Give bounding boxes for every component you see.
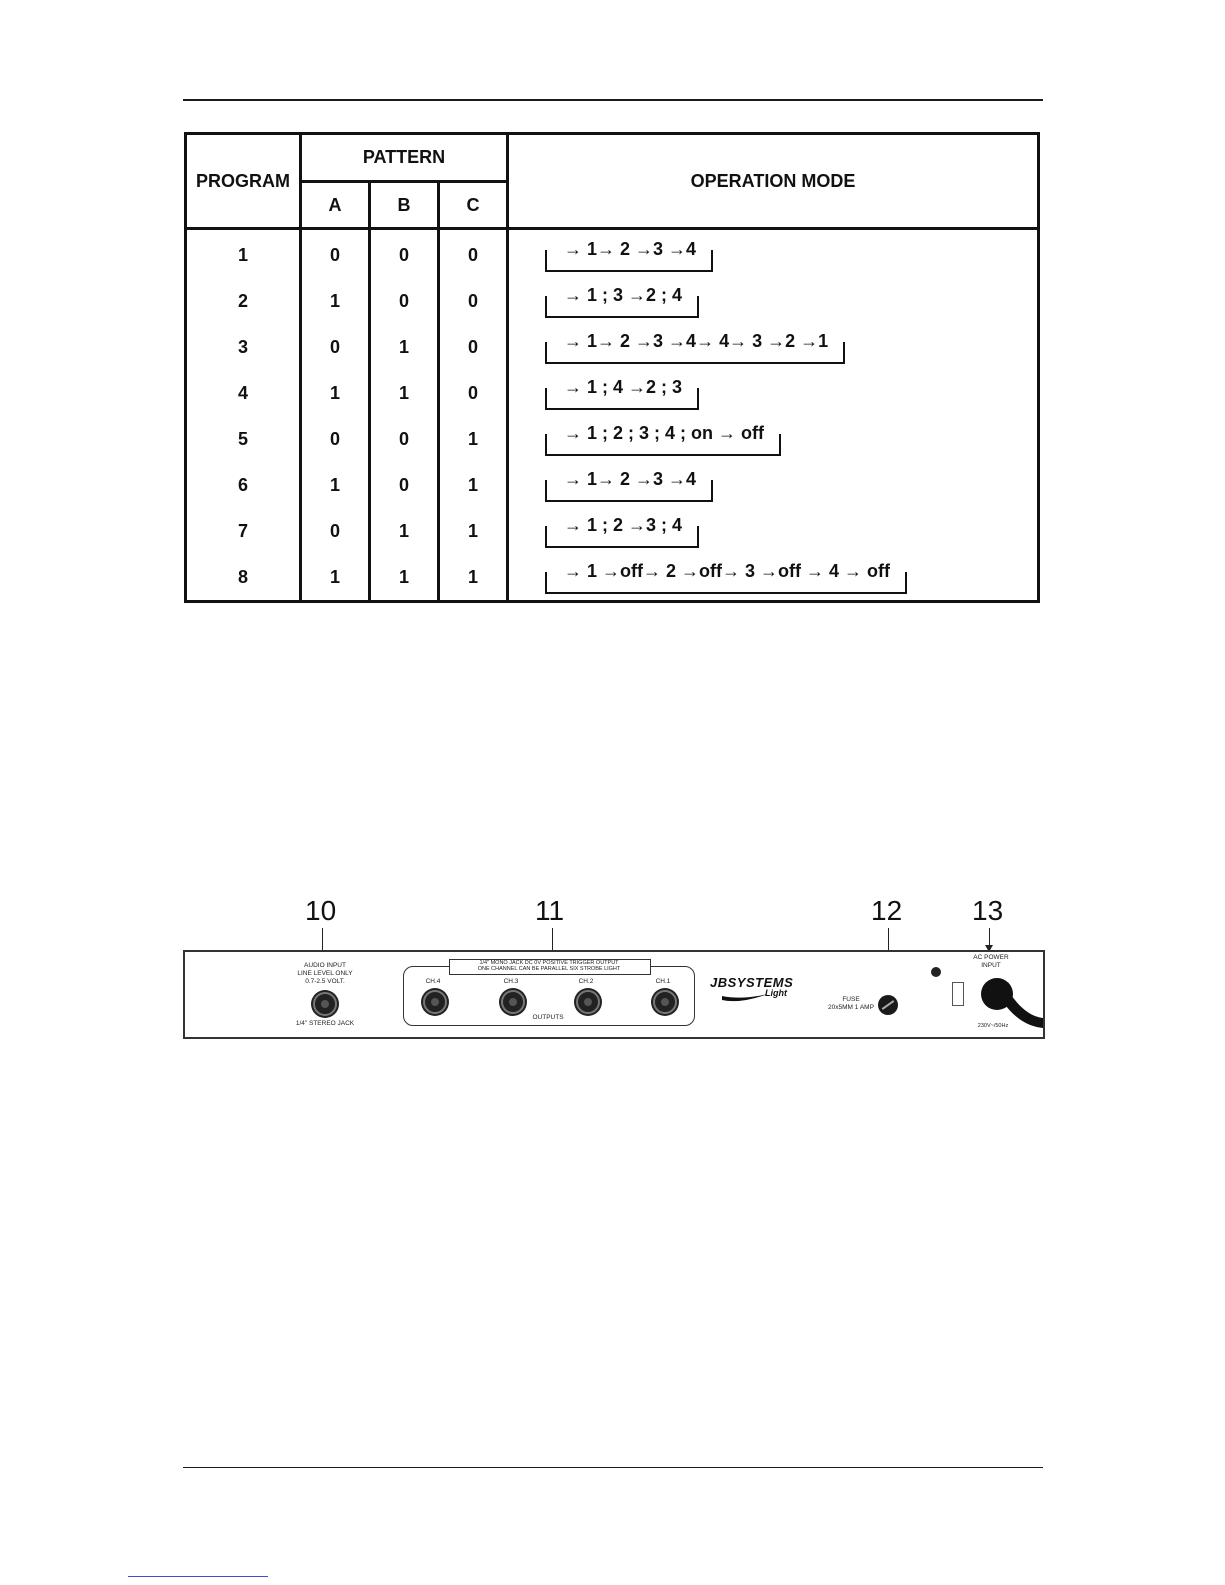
sequence-text: → 1 ; 4 →2 ; 3 bbox=[564, 377, 683, 398]
fuse-holder[interactable] bbox=[878, 995, 898, 1015]
cell-b: 1 bbox=[370, 554, 439, 602]
cell-c: 0 bbox=[439, 229, 508, 279]
sequence-loop bbox=[545, 377, 699, 410]
rear-panel bbox=[183, 950, 1045, 1039]
table-row bbox=[186, 370, 1039, 416]
header-operation-mode: OPERATION MODE bbox=[508, 134, 1039, 229]
outputs-title bbox=[449, 960, 649, 972]
table-row bbox=[186, 416, 1039, 462]
audio-input-line1: AUDIO INPUT bbox=[304, 962, 346, 969]
cell-c: 0 bbox=[439, 370, 508, 416]
fuse-slot-icon bbox=[882, 1000, 895, 1010]
header-b: B bbox=[370, 182, 439, 229]
audio-input-jack[interactable] bbox=[313, 992, 337, 1016]
header-program: PROGRAM bbox=[196, 170, 290, 191]
channel-label-ch3: CH.3 bbox=[503, 978, 519, 985]
fuse-label bbox=[823, 996, 879, 1012]
outputs-title-line2: ONE CHANNEL CAN BE PARALLEL SIX STROBE LIGHT bbox=[477, 966, 621, 972]
cell-b: 0 bbox=[370, 229, 439, 279]
sequence-text: → 1 ; 2 ; 3 ; 4 ; on → off bbox=[564, 423, 765, 444]
output-jack-ch4[interactable] bbox=[423, 990, 447, 1014]
cell-program: 6 bbox=[237, 474, 248, 495]
cell-a: 0 bbox=[301, 324, 370, 370]
sequence-loop bbox=[545, 423, 781, 456]
callout-13: 13 bbox=[972, 895, 1004, 926]
sequence-text: → 1→ 2 →3 →4 bbox=[564, 239, 697, 260]
sequence-loop bbox=[545, 239, 713, 272]
table-row bbox=[186, 278, 1039, 324]
table-row bbox=[186, 324, 1039, 370]
cell-c: 1 bbox=[439, 416, 508, 462]
cell-a: 1 bbox=[301, 370, 370, 416]
cell-operation bbox=[508, 370, 1039, 416]
sequence-text: → 1 ; 3 →2 ; 4 bbox=[564, 285, 683, 306]
power-clamp-icon bbox=[952, 982, 964, 1006]
power-rating: 230V~/50Hz bbox=[977, 1023, 1009, 1029]
callout-10: 10 bbox=[305, 895, 337, 926]
header-rule bbox=[183, 99, 1043, 101]
brand-swoosh-icon bbox=[720, 990, 770, 1004]
table-row bbox=[186, 508, 1039, 554]
power-line2: INPUT bbox=[981, 962, 1001, 969]
sequence-loop bbox=[545, 515, 699, 548]
outputs-title-line1: 1/4" MONO JACK DC 0V POSITIVE TRIGGER OUTPUT bbox=[479, 960, 619, 966]
program-table bbox=[184, 132, 1040, 603]
cell-program: 2 bbox=[237, 290, 248, 311]
audio-input-line3: 0.7-2.5 VOLT. bbox=[305, 978, 345, 985]
header-pattern: PATTERN bbox=[301, 134, 508, 182]
channel-label-ch1: CH.1 bbox=[655, 978, 671, 985]
callout-13-arrow bbox=[989, 928, 990, 950]
cell-operation bbox=[508, 278, 1039, 324]
cell-operation bbox=[508, 324, 1039, 370]
cell-operation bbox=[508, 462, 1039, 508]
sequence-text: → 1 ; 2 →3 ; 4 bbox=[564, 515, 683, 536]
cell-operation bbox=[508, 416, 1039, 462]
header-c: C bbox=[439, 182, 508, 229]
table-row bbox=[186, 462, 1039, 508]
callout-11: 11 bbox=[535, 895, 565, 926]
output-jack-ch2[interactable] bbox=[576, 990, 600, 1014]
cell-operation bbox=[508, 508, 1039, 554]
channel-label-ch4: CH.4 bbox=[425, 978, 441, 985]
cell-operation bbox=[508, 229, 1039, 279]
cell-a: 0 bbox=[301, 229, 370, 279]
table-row bbox=[186, 229, 1039, 279]
cell-program: 8 bbox=[237, 566, 248, 587]
cell-b: 1 bbox=[370, 324, 439, 370]
outputs-label: OUTPUTS bbox=[532, 1014, 564, 1021]
cell-c: 1 bbox=[439, 508, 508, 554]
cell-b: 1 bbox=[370, 370, 439, 416]
cell-c: 1 bbox=[439, 554, 508, 602]
cell-c: 1 bbox=[439, 462, 508, 508]
cell-program: 1 bbox=[237, 244, 248, 265]
indicator-dot bbox=[931, 967, 941, 977]
cell-program: 4 bbox=[237, 382, 248, 403]
cell-b: 1 bbox=[370, 508, 439, 554]
fuse-line2: 20x5MM 1 AMP bbox=[828, 1004, 874, 1011]
cell-program: 5 bbox=[237, 428, 248, 449]
sequence-loop bbox=[545, 561, 907, 594]
header-a: A bbox=[301, 182, 370, 229]
table-row bbox=[186, 554, 1039, 602]
cell-a: 1 bbox=[301, 462, 370, 508]
output-jack-ch1[interactable] bbox=[653, 990, 677, 1014]
callout-12: 12 bbox=[871, 895, 903, 926]
cell-program: 7 bbox=[237, 520, 248, 541]
sequence-text: → 1→ 2 →3 →4 bbox=[564, 469, 697, 490]
sequence-loop bbox=[545, 331, 845, 364]
sequence-text: → 1→ 2 →3 →4→ 4→ 3 →2 →1 bbox=[564, 331, 829, 352]
audio-input-label bbox=[280, 962, 370, 986]
brand-logo: JBSYSTEMS bbox=[710, 975, 794, 990]
cell-b: 0 bbox=[370, 416, 439, 462]
sequence-loop bbox=[545, 285, 699, 318]
output-jack-ch3[interactable] bbox=[501, 990, 525, 1014]
footer-link-underline[interactable] bbox=[128, 1576, 268, 1577]
cell-a: 0 bbox=[301, 508, 370, 554]
audio-input-line2: LINE LEVEL ONLY bbox=[297, 970, 353, 977]
sequence-text: → 1 →off→ 2 →off→ 3 →off → 4 → off bbox=[564, 561, 891, 582]
channel-label-ch2: CH.2 bbox=[578, 978, 594, 985]
cell-b: 0 bbox=[370, 462, 439, 508]
stereo-jack-label: 1/4" STEREO JACK bbox=[295, 1020, 355, 1027]
fuse-line1: FUSE bbox=[842, 996, 860, 1003]
footer-rule bbox=[183, 1467, 1043, 1468]
cell-operation bbox=[508, 554, 1039, 602]
cell-c: 0 bbox=[439, 324, 508, 370]
cell-a: 1 bbox=[301, 278, 370, 324]
power-label bbox=[971, 954, 1011, 970]
cell-a: 0 bbox=[301, 416, 370, 462]
brand-sub: Light bbox=[765, 988, 787, 998]
cell-b: 0 bbox=[370, 278, 439, 324]
power-line1: AC POWER bbox=[973, 954, 1009, 961]
cell-c: 0 bbox=[439, 278, 508, 324]
sequence-loop bbox=[545, 469, 713, 502]
cell-program: 3 bbox=[237, 336, 248, 357]
cell-a: 1 bbox=[301, 554, 370, 602]
rear-panel-figure bbox=[183, 895, 1043, 1045]
